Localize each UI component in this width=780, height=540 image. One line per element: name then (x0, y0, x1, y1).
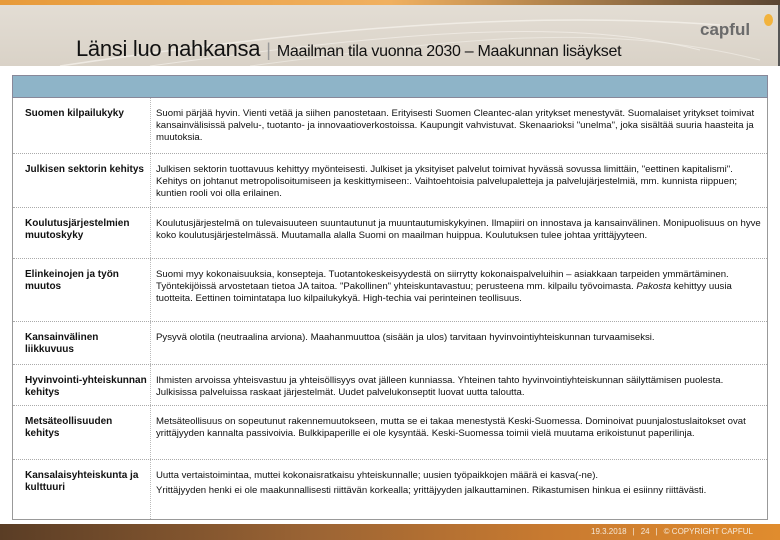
slide-footer (0, 524, 780, 540)
capful-logo: capful (700, 20, 751, 39)
row-category: Hyvinvointi-yhteiskunnan kehitys (25, 375, 147, 398)
desc-italic: Pakosta (636, 281, 672, 292)
row-category: Kansalaisyhteiskunta ja kulttuuri (25, 470, 139, 493)
table-header-bar (12, 75, 768, 98)
row-description: Suomi pärjää hyvin. Vienti vetää ja siihen panostetaan. Erityisesti Suomen Cleantec-alan yritykset menestyvät. Suomalaiset yritykset toimivat kansainvälisissä palvelu-, tuotanto- ja innovaatioverkostoissa. Kaupungit vahvistuvat. Skenaarioksi "unelma", joka sisältää suuria haasteita ja muutoksia. (156, 108, 755, 143)
table-row (13, 259, 767, 322)
row-description: Julkisen sektorin tuottavuus kehittyy myönteisesti. Julkiset ja yksityiset palvelut toimivat hyvässä sovussa limittäin, "eettinen kapitalismi". Kehitys on johtanut metropolisoitumiseen ja keskittymiseen:. Vaihtoehtoisia palvelupaletteja ja palvelujärjestelmiä, mm. kunnista riippuen; kuntien rooli voi olla erilainen. (156, 164, 738, 199)
row-description: Koulutusjärjestelmä on tulevaisuuteen suuntautunut ja muuntautumiskykyinen. Ilmapiiri on innostava ja kansainvälinen. Monipuolisuus on hyve koko koulutusjärjestelmässä. Muutamalla alalla Suomi on maailman huippua. Koulutuksen tulee johtaa yrittäjyyteen. (156, 218, 761, 241)
copyright: © COPYRIGHT CAPFUL (663, 527, 753, 536)
table-row (13, 460, 767, 519)
desc-line: Yrittäjyyden henki ei ole maakunnallisesti riittävän korkealla; yrittäjyyden jalkauttaminen. Rikastumisen hinkua ei esiinny riittävästi. (156, 485, 707, 496)
row-description: Metsäteollisuus on sopeutunut rakennemuutokseen, mutta se ei takaa menestystä Keski-Suomessa. Dominoivat puunjalostuslaitokset ovat yrittäjyyden kannalta passivoivia. Bulkkipaperille ei ole kysyntää. Keski-Suomessa toimii vielä muutama erikoistunut paperilinja. (156, 416, 746, 439)
title-separator: | (266, 40, 271, 60)
logo-dot-icon (764, 14, 773, 26)
slide-title (76, 36, 621, 62)
desc-line: Uutta vertaistoimintaa, muttei kokonaisratkaisu yhteiskunnalle; uusien työpaikkojen määrä ei kasva(-ne). (156, 470, 599, 481)
column-divider (150, 460, 151, 519)
table-row (13, 322, 767, 365)
row-category: Koulutusjärjestelmien muutoskyky (25, 218, 130, 241)
footer-separator: | (655, 527, 658, 536)
slide-header (0, 0, 780, 66)
row-category: Elinkeinojen ja työn muutos (25, 269, 119, 292)
desc-part: kehittyy uusia tuotteita. Eettinen toimintatapa luo kilpailukykyä. High-techia vai perinteinen teollisuus. (156, 281, 732, 304)
footer-date: 19.3.2018 (591, 527, 627, 536)
title-subtitle: Maailman tila vuonna 2030 – Maakunnan lisäykset (276, 43, 622, 60)
row-description: Pysyvä olotila (neutraalina arviona). Maahanmuuttoa (sisään ja ulos) tarvitaan hyvinvointiyhteiskunnan turvaamiseksi. (156, 332, 655, 343)
scenario-table (12, 98, 768, 520)
row-description: Ihmisten arvoissa yhteisvastuu ja yhteisöllisyys ovat jälleen kunniassa. Yhteinen tahto hyvinvointiyhteiskunnan säilyttämisen puolesta. Julkisissa palveluissa raskaat järjestelmät. Uudet palvelukonseptit luovat uutta taloutta. (156, 375, 724, 398)
table-row (13, 154, 767, 208)
desc-part: Suomi myy kokonaisuuksia, konsepteja. Tuotantokeskeisyydestä on siirrytty kokonaispalveluihin – asiakkaan tarpeiden ymmärtäminen. Työntekijöissä arvostetaan tietoa JA taitoa. "Pakollinen" yhteiskuntavastuu; perusteena mm. kilpailu työvoimasta. (156, 269, 729, 292)
row-category: Julkisen sektorin kehitys (25, 164, 144, 175)
table-row (13, 208, 767, 259)
column-divider (150, 365, 151, 405)
column-divider (150, 406, 151, 459)
table-row (13, 98, 767, 154)
footer-separator: | (632, 527, 635, 536)
page-number: 24 (640, 527, 650, 536)
row-description (156, 269, 761, 305)
row-category: Metsäteollisuuden kehitys (25, 416, 113, 439)
column-divider (150, 98, 151, 153)
title-main: Länsi luo nahkansa (76, 36, 261, 61)
row-category: Kansainvälinen liikkuvuus (25, 332, 99, 355)
row-description (156, 470, 761, 497)
column-divider (150, 322, 151, 364)
table-row (13, 406, 767, 460)
column-divider (150, 259, 151, 321)
column-divider (150, 208, 151, 258)
column-divider (150, 154, 151, 207)
row-category: Suomen kilpailukyky (25, 108, 124, 119)
table-row (13, 365, 767, 406)
footer-text (588, 527, 756, 536)
